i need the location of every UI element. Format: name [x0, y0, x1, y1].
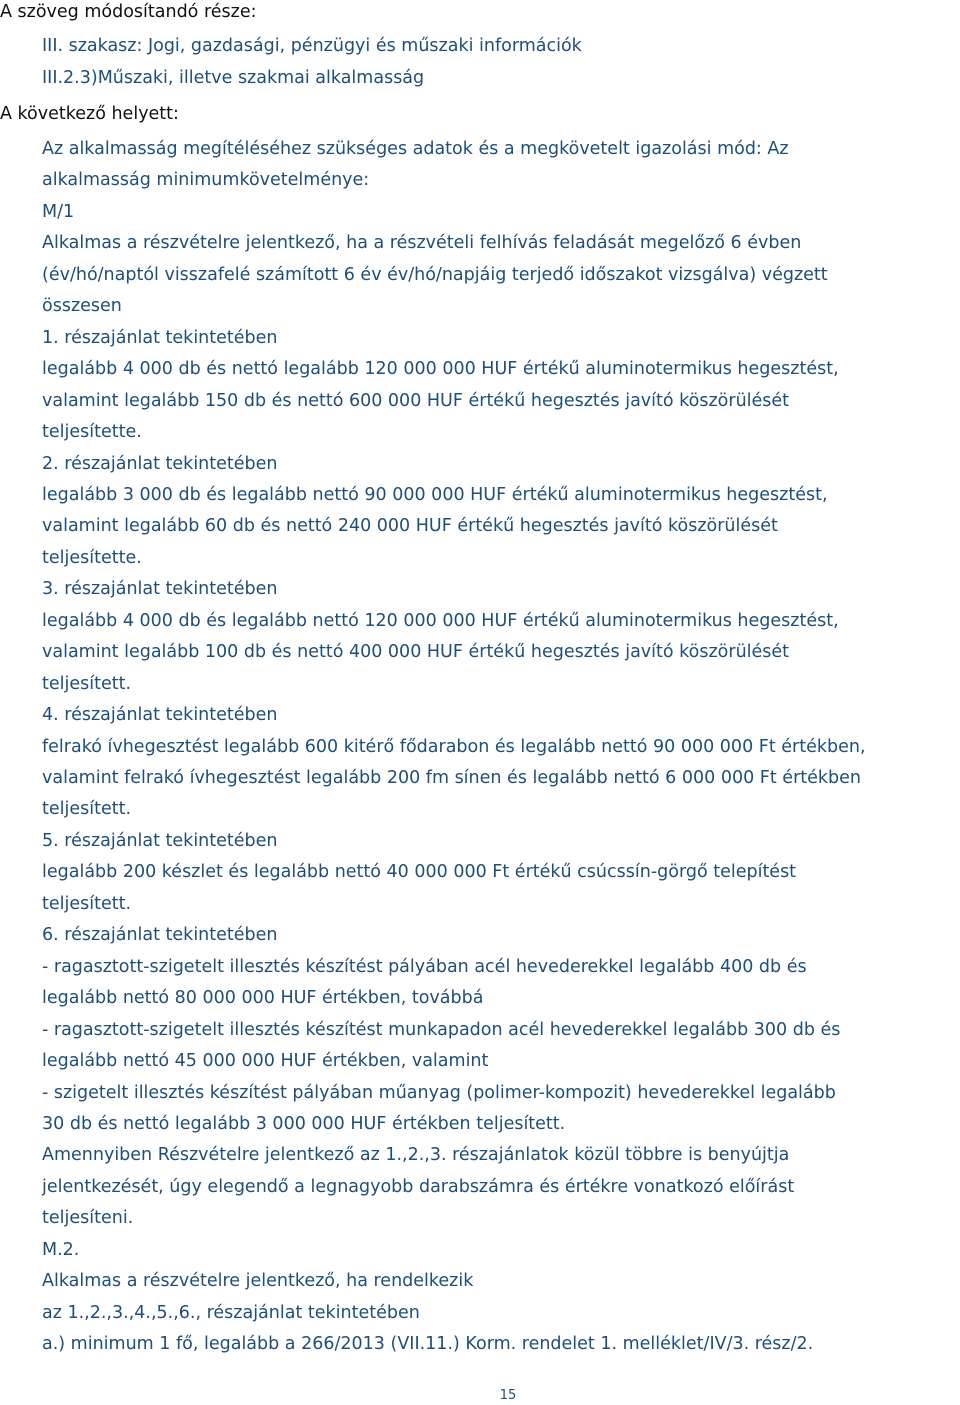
instead-label: A következő helyett:	[0, 104, 179, 124]
body-line: teljesített.	[42, 674, 132, 694]
body-line: az 1.,2.,3.,4.,5.,6., részajánlat tekintetében	[42, 1303, 420, 1323]
body-line: 4. részajánlat tekintetében	[42, 705, 278, 725]
body-line: legalább nettó 45 000 000 HUF értékben, valamint	[42, 1051, 489, 1071]
modify-label: A szöveg módosítandó része:	[0, 2, 257, 22]
body-line: összesen	[42, 296, 122, 316]
body-line: 5. részajánlat tekintetében	[42, 831, 278, 851]
body-line: M.2.	[42, 1240, 80, 1260]
body-line: valamint legalább 60 db és nettó 240 000 HUF értékű hegesztés javító köszörülését	[42, 516, 778, 536]
section-title: III. szakasz: Jogi, gazdasági, pénzügyi és műszaki információk	[42, 36, 582, 56]
body-line: - ragasztott-szigetelt illesztés készítést munkapadon acél hevederekkel legalább 300 db és	[42, 1020, 841, 1040]
body-line: Alkalmas a részvételre jelentkező, ha rendelkezik	[42, 1271, 474, 1291]
body-line: valamint legalább 150 db és nettó 600 000 HUF értékű hegesztés javító köszörülését	[42, 391, 790, 411]
body-line: Alkalmas a részvételre jelentkező, ha a részvételi felhívás feladását megelőző 6 évben	[42, 233, 802, 253]
page-number: 15	[499, 1388, 517, 1403]
body-line: teljesíteni.	[42, 1208, 134, 1228]
body-line: Az alkalmasság megítéléséhez szükséges adatok és a megkövetelt igazolási mód: Az	[42, 139, 789, 159]
body-line: 3. részajánlat tekintetében	[42, 579, 278, 599]
body-line: legalább 4 000 db és nettó legalább 120 000 000 HUF értékű aluminotermikus hegesztést,	[42, 359, 839, 379]
body-line: valamint felrakó ívhegesztést legalább 200 fm sínen és legalább nettó 6 000 000 Ft értékben	[42, 768, 861, 788]
body-line: Amennyiben Részvételre jelentkező az 1.,2.,3. részajánlatok közül többre is benyújtja	[42, 1145, 790, 1165]
body-line: teljesített.	[42, 799, 132, 819]
body-line: legalább 4 000 db és legalább nettó 120 000 000 HUF értékű aluminotermikus hegesztést,	[42, 611, 839, 631]
body-line: valamint legalább 100 db és nettó 400 000 HUF értékű hegesztés javító köszörülését	[42, 642, 790, 662]
subsection-title: III.2.3)Műszaki, illetve szakmai alkalmasság	[42, 68, 425, 88]
body-line: (év/hó/naptól visszafelé számított 6 év év/hó/napjáig terjedő időszakot vizsgálva) végzett	[42, 265, 828, 285]
body-line: 30 db és nettó legalább 3 000 000 HUF értékben teljesített.	[42, 1114, 566, 1134]
body-line: M/1	[42, 202, 75, 222]
body-line: 6. részajánlat tekintetében	[42, 925, 278, 945]
body-line: legalább nettó 80 000 000 HUF értékben, továbbá	[42, 988, 484, 1008]
body-line: a.) minimum 1 fő, legalább a 266/2013 (VII.11.) Korm. rendelet 1. melléklet/IV/3. rész/2.	[42, 1334, 814, 1354]
body-line: legalább 3 000 db és legalább nettó 90 000 000 HUF értékű aluminotermikus hegesztést,	[42, 485, 828, 505]
body-line: teljesítette.	[42, 422, 142, 442]
body-line: teljesített.	[42, 894, 132, 914]
body-line: legalább 200 készlet és legalább nettó 40 000 000 Ft értékű csúcssín-görgő telepítést	[42, 862, 797, 882]
body-line: alkalmasság minimumkövetelménye:	[42, 170, 370, 190]
body-line: 1. részajánlat tekintetében	[42, 328, 278, 348]
body-line: - szigetelt illesztés készítést pályában műanyag (polimer-kompozit) hevederekkel legalább	[42, 1083, 836, 1103]
body-line: - ragasztott-szigetelt illesztés készítést pályában acél hevederekkel legalább 400 db és	[42, 957, 807, 977]
body-line: jelentkezését, úgy elegendő a legnagyobb darabszámra és értékre vonatkozó előírást	[42, 1177, 795, 1197]
body-line: felrakó ívhegesztést legalább 600 kitérő fődarabon és legalább nettó 90 000 000 Ft értékben,	[42, 737, 866, 757]
body-line: teljesítette.	[42, 548, 142, 568]
body-line: 2. részajánlat tekintetében	[42, 454, 278, 474]
